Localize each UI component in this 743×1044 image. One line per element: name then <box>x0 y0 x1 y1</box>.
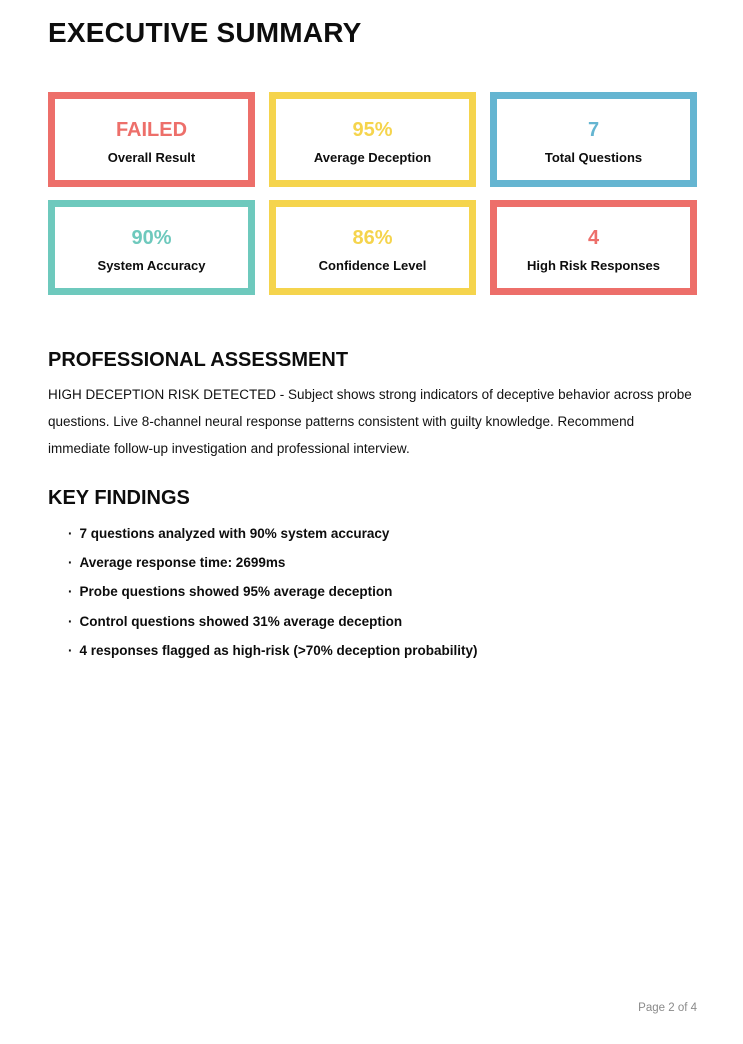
stat-card-overall-result <box>48 92 255 187</box>
bullet-icon: · <box>68 642 73 658</box>
stat-card-total-questions <box>490 92 697 187</box>
stat-label: Confidence Level <box>318 257 427 273</box>
stat-label: Total Questions <box>544 149 643 165</box>
stat-value: 4 <box>587 226 600 249</box>
stat-label: Average Deception <box>313 149 432 165</box>
bullet-icon: · <box>68 613 73 629</box>
finding-text: 7 questions analyzed with 90% system accuracy <box>79 526 390 541</box>
stat-value: 95% <box>352 118 393 141</box>
finding-item <box>68 614 697 630</box>
page-number: Page 2 of 4 <box>638 1002 697 1014</box>
page-title: EXECUTIVE SUMMARY <box>48 17 362 48</box>
finding-text: Average response time: 2699ms <box>79 555 286 571</box>
finding-item <box>68 555 697 571</box>
stat-card-average-deception <box>269 92 476 187</box>
findings-heading: KEY FINDINGS <box>48 487 190 509</box>
stat-card-system-accuracy <box>48 200 255 295</box>
bullet-icon: · <box>68 584 73 600</box>
finding-item <box>68 526 697 542</box>
stat-label: High Risk Responses <box>527 257 660 273</box>
stat-label: System Accuracy <box>97 257 206 273</box>
stat-value: 86% <box>352 226 393 249</box>
stat-value: 7 <box>587 118 600 141</box>
stat-card-confidence-level <box>269 200 476 295</box>
bullet-icon: · <box>68 526 73 541</box>
finding-text: Probe questions showed 95% average deception <box>79 584 393 600</box>
stat-value: 90% <box>131 226 172 249</box>
assessment-body: HIGH DECEPTION RISK DETECTED - Subject shows strong indicators of deceptive behavior across probe questions. Live 8-channel neural response patterns consistent with guilty knowledge. Recommend immediate follow-up investigation and professional interview. <box>48 387 692 456</box>
stat-card-high-risk-responses <box>490 200 697 295</box>
finding-text: 4 responses flagged as high-risk (>70% deception probability) <box>79 642 478 658</box>
finding-item <box>68 643 697 659</box>
finding-item <box>68 584 697 600</box>
assessment-heading: PROFESSIONAL ASSESSMENT <box>48 349 349 371</box>
summary-card-grid <box>48 92 697 295</box>
bullet-icon: · <box>68 555 73 571</box>
stat-value: FAILED <box>115 118 188 141</box>
findings-list <box>48 526 697 659</box>
stat-label: Overall Result <box>107 149 196 165</box>
finding-text: Control questions showed 31% average deception <box>79 613 403 629</box>
